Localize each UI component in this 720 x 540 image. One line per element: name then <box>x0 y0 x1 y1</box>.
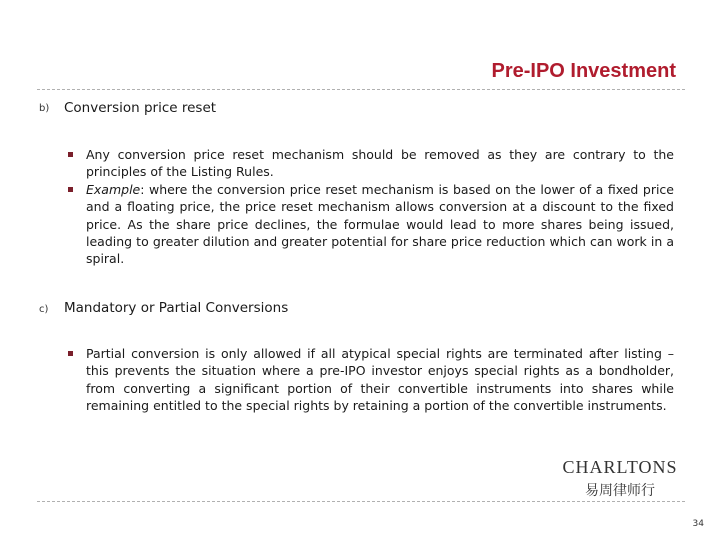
bullet-item <box>68 345 674 415</box>
bullet-text: Any conversion price reset mechanism should be removed as they are contrary to the principles of the Listing Rules. <box>86 147 674 180</box>
page-number: 34 <box>692 519 704 529</box>
bullet-item <box>68 181 674 268</box>
bullet-text: : where the conversion price reset mechanism is based on the lower of a fixed price and a floating price, the price reset mechanism allows conversion at a discount to the fixed price. As the share price declines, the formulae would lead to more shares being issued, leading to greater dilution and greater potential for share price reduction which can work in a spiral. <box>86 181 674 267</box>
charltons-logo <box>560 457 680 500</box>
bullet-list-mandatory-partial-conversions <box>68 345 674 415</box>
bullet-item <box>68 146 674 181</box>
logo-name: CHARLTONS <box>562 457 678 477</box>
bullet-square-icon <box>68 187 73 192</box>
bullet-square-icon <box>68 351 73 356</box>
bullet-emphasis: Example <box>86 181 141 197</box>
page-title: Pre-IPO Investment <box>491 60 676 82</box>
logo-chinese-name: 易周律师行 <box>585 483 655 499</box>
bullet-list-conversion-price-reset <box>68 146 674 268</box>
bullet-square-icon <box>68 152 73 157</box>
header-divider <box>37 89 685 90</box>
footer-divider <box>37 501 685 502</box>
section-heading-conversion-price-reset: Conversion price reset <box>64 100 217 116</box>
section-marker-b: b) <box>39 103 50 114</box>
bullet-text: Partial conversion is only allowed if all atypical special rights are terminated after listing – this prevents the situation where a pre-IPO investor enjoys special rights as a bondholder, from converting a significant portion of their convertible instruments into shares while remaining entitled to the special rights by retaining a portion of the convertible instruments. <box>86 346 674 414</box>
section-marker-c: c) <box>39 304 49 315</box>
section-heading-mandatory-partial-conversions: Mandatory or Partial Conversions <box>64 300 289 316</box>
